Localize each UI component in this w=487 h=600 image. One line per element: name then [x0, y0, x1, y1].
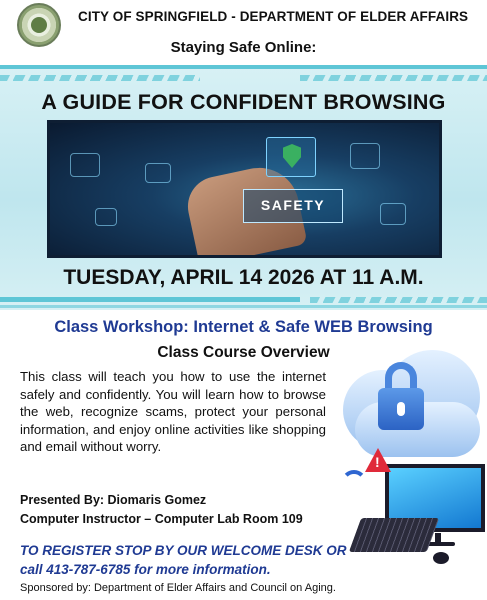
safety-photo	[47, 120, 442, 258]
presenter-line: Presented By: Diomaris Gomez	[20, 493, 207, 507]
keyboard-icon	[349, 518, 439, 552]
wifi-icon	[341, 470, 367, 496]
sponsor-line: Sponsored by: Department of Elder Affairs and Council on Aging.	[20, 582, 336, 594]
event-date: TUESDAY, APRIL 14 2026 AT 11 A.M.	[63, 266, 424, 289]
flyer-subtitle: Staying Safe Online:	[170, 39, 317, 56]
registration-info	[20, 541, 347, 579]
department-heading: CITY OF SPRINGFIELD - DEPARTMENT OF ELDER AFFAIRS	[78, 9, 469, 24]
register-line-1: TO REGISTER STOP BY OUR WELCOME DESK OR	[20, 543, 347, 558]
workshop-title: Class Workshop: Internet & Safe WEB Browsing	[54, 318, 433, 336]
mouse-icon	[433, 552, 449, 564]
safety-label: SAFETY	[243, 189, 343, 223]
computer-security-illustration: !	[335, 340, 485, 575]
instructor-line: Computer Instructor – Computer Lab Room 109	[20, 512, 303, 526]
overview-heading: Class Course Overview	[157, 344, 330, 361]
course-description: This class will teach you how to use the internet safely and confidently. You will learn how to browse the web, recognize scams, protect your personal information, and enjoy online activities like shopping and email without worry.	[20, 369, 326, 455]
register-line-2: call 413-787-6785 for more information.	[20, 562, 271, 577]
main-title: A GUIDE FOR CONFIDENT BROWSING	[41, 90, 446, 114]
shield-check-icon	[266, 137, 316, 177]
